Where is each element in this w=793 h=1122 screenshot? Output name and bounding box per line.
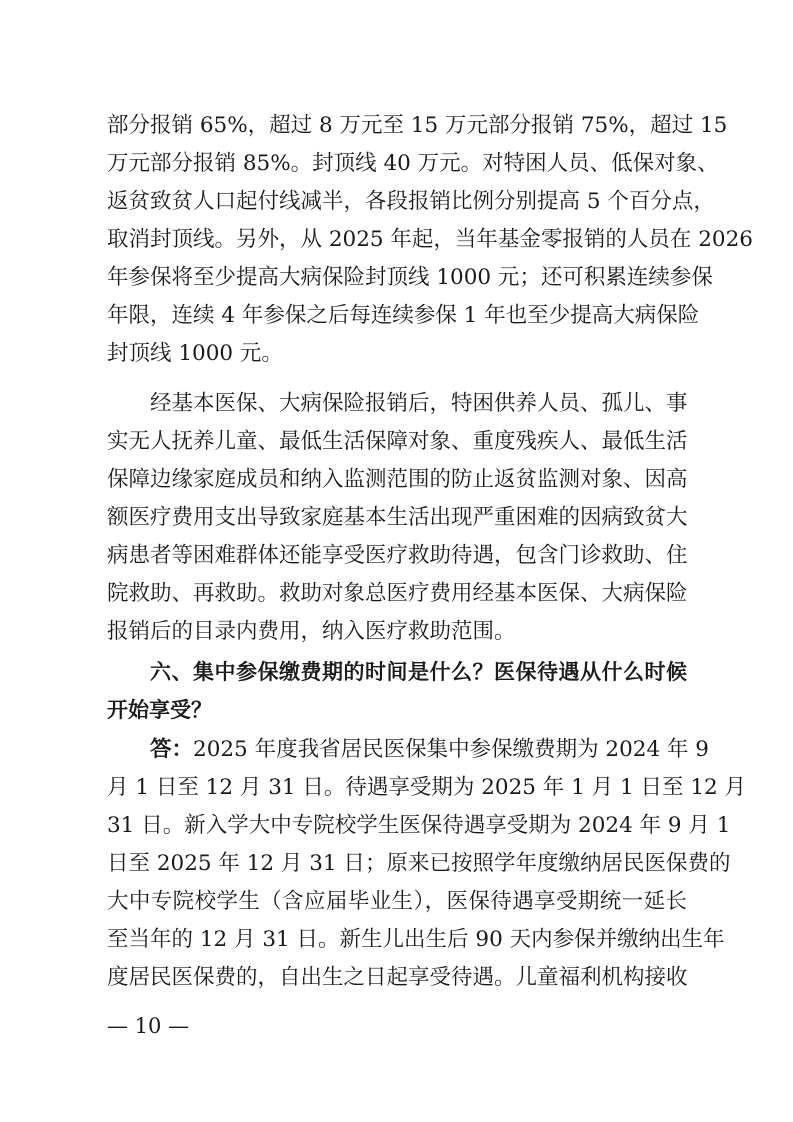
paragraph-1-line-2: 万元部分报销 85%。封顶线 40 万元。对特困人员、低保对象、	[107, 151, 719, 176]
answer-line-4: 日至 2025 年 12 月 31 日；原来已按照学年度缴纳居民医保费的	[107, 851, 731, 876]
paragraph-2-line-5: 病患者等困难群体还能享受医疗救助待遇，包含门诊救助、住	[107, 543, 688, 568]
page-number: — 10 —	[107, 1014, 190, 1038]
answer-line-2: 月 1 日至 12 月 31 日。待遇享受期为 2025 年 1 月 1 日至 12 月	[107, 775, 747, 800]
answer-line-5: 大中专院校学生（含应届毕业生），医保待遇享受期统一延长	[107, 889, 687, 914]
answer-label: 答：	[150, 737, 194, 762]
paragraph-2-line-3: 保障边缘家庭成员和纳入监测范围的防止返贫监测对象、因高	[107, 467, 688, 492]
paragraph-1-line-7: 封顶线 1000 元。	[107, 341, 283, 366]
paragraph-2-line-2: 实无人抚养儿童、最低生活保障对象、重度残疾人、最低生活	[107, 429, 688, 454]
paragraph-2-line-7: 报销后的目录内费用，纳入医疗救助范围。	[107, 619, 516, 644]
section-heading-line-1: 六、集中参保缴费期的时间是什么？医保待遇从什么时候	[150, 660, 687, 684]
answer-line-1	[150, 730, 709, 770]
paragraph-1-line-4: 取消封顶线。另外，从 2025 年起，当年基金零报销的人员在 2026	[107, 227, 753, 252]
paragraph-1-line-3: 返贫致贫人口起付线减半，各段报销比例分别提高 5 个百分点，	[107, 189, 715, 214]
paragraph-2-line-6: 院救助、再救助。救助对象总医疗费用经基本医保、大病保险	[107, 581, 688, 606]
section-heading-line-2: 开始享受？	[107, 698, 212, 722]
answer-line-6: 至当年的 12 月 31 日。新生儿出生后 90 天内参保并缴纳出生年	[107, 927, 725, 952]
answer-line-1-text: 2025 年度我省居民医保集中参保缴费期为 2024 年 9	[193, 737, 709, 762]
paragraph-1-line-5: 年参保将至少提高大病保险封顶线 1000 元；还可积累连续参保	[107, 265, 713, 290]
paragraph-1-line-6: 年限，连续 4 年参保之后每连续参保 1 年也至少提高大病保险	[107, 303, 700, 328]
paragraph-2-line-1: 经基本医保、大病保险报销后，特困供养人员、孤儿、事	[150, 391, 688, 416]
paragraph-2-line-4: 额医疗费用支出导致家庭基本生活出现严重困难的因病致贫大	[107, 505, 688, 530]
answer-line-7: 度居民医保费的，自出生之日起享受待遇。儿童福利机构接收	[107, 965, 688, 990]
answer-line-3: 31 日。新入学大中专院校学生医保待遇享受期为 2024 年 9 月 1	[107, 813, 731, 838]
paragraph-1-line-1: 部分报销 65%，超过 8 万元至 15 万元部分报销 75%，超过 15	[107, 113, 728, 138]
